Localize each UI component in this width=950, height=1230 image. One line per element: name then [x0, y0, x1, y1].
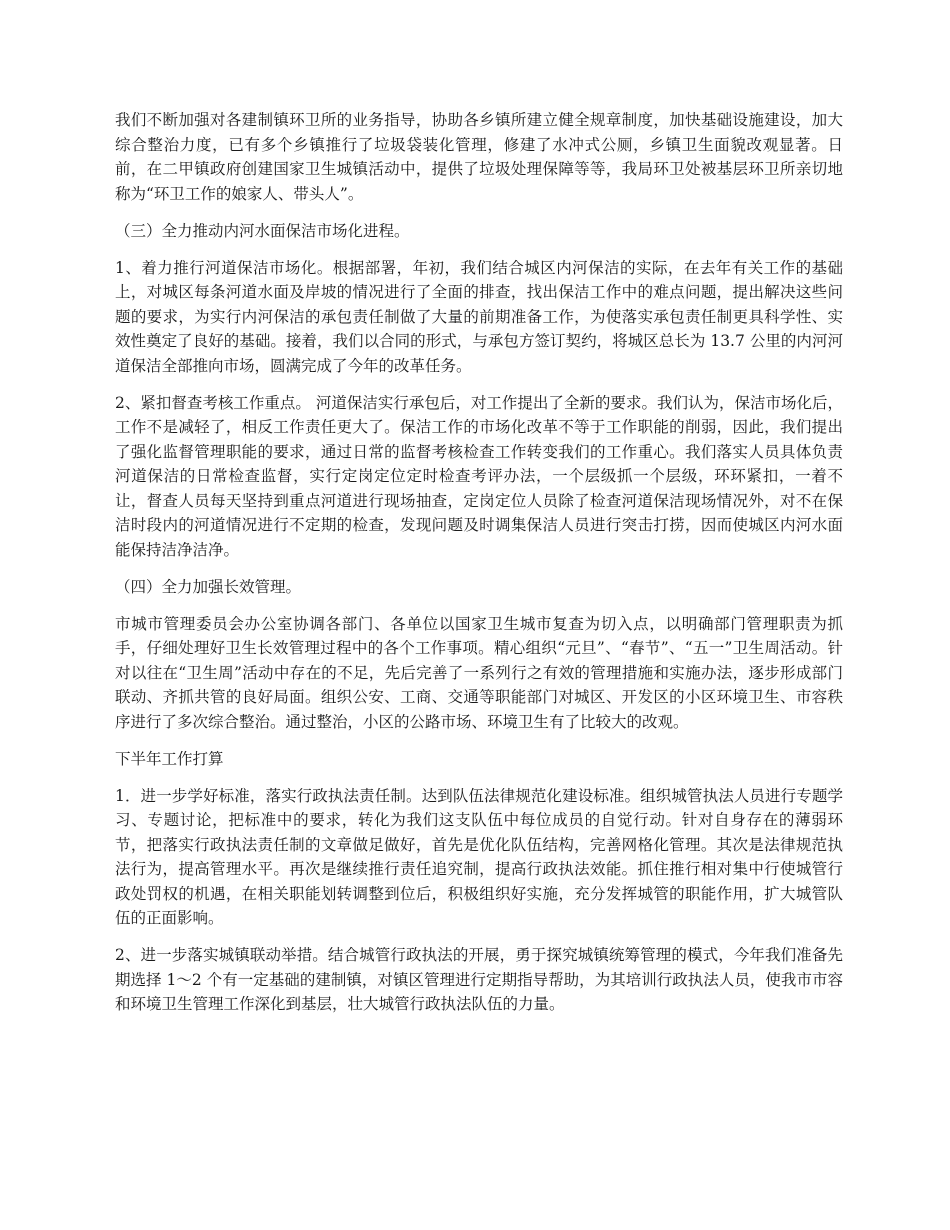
section-heading-4: （四）全力加强长效管理。 [115, 577, 302, 596]
paragraph-sanitation-guidance: 我们不断加强对各建制镇环卫所的业务指导，协助各乡镇所建立健全规章制度，加快基础设施建设，加大综合整治力度，已有多个乡镇推行了垃圾袋装化管理，修建了水冲式公厕，乡镇卫生面貌改观显著。日前，在二甲镇政府创建国家卫生城镇活动中，提供了垃圾处理保障等等，我局环卫处被基层环卫所亲切地称为“环卫工作的娘家人、带头人”。 [115, 111, 843, 203]
paragraph-plan-item-1: 1．进一步学好标准，落实行政执法责任制。达到队伍法律规范化建设标准。组织城管执法人员进行专题学习、专题讨论，把标准中的要求，转化为我们这支队伍中每位成员的自觉行动。针对自身存在的薄弱环节，把落实行政执法责任制的文章做足做好，首先是优化队伍结构，完善网格化管理。其次是法律规范执法行为，提高管理水平。再次是继续推行责任追究制，提高行政执法效能。抓住推行相对集中行使城管行政处罚权的机遇，在相关职能划转调整到位后，积极组织好实施，充分发挥城管的职能作用，扩大城管队伍的正面影响。 [115, 786, 843, 927]
paragraph-river-cleaning-market: 1、着力推行河道保洁市场化。根据部署，年初，我们结合城区内河保洁的实际，在去年有关工作的基础上，对城区每条河道水面及岸坡的情况进行了全面的排查，找出保洁工作中的难点问题，提出解决这些问题的要求，为实行内河保洁的承包责任制做了大量的前期准备工作，为使落实承包责任制更具科学性、实效性奠定了良好的基础。接着，我们以合同的形式，与承包方签订契约，将城区总长为 13.7 公里的内河河道保洁全部推向市场，圆满完成了今年的改革任务。 [115, 258, 843, 375]
paragraph-long-term-management: 市城市管理委员会办公室协调各部门、各单位以国家卫生城市复查为切入点，以明确部门管理职责为抓手，仔细处理好卫生长效管理过程中的各个工作事项。精心组织“元旦”、“春节”、“五一”卫生周活动。针对以往在“卫生周”活动中存在的不足，先后完善了一系列行之有效的管理措施和实施办法，逐步形成部门联动、齐抓共管的良好局面。组织公安、工商、交通等职能部门对城区、开发区的小区环境卫生、市容秩序进行了多次综合整治。通过整治，小区的公路市场、环境卫生有了比较大的改观。 [115, 614, 843, 731]
section-heading-second-half-plan: 下半年工作打算 [115, 749, 224, 768]
paragraph-inspection-assessment: 2、紧扣督查考核工作重点。 河道保洁实行承包后，对工作提出了全新的要求。我们认为，保洁市场化后，工作不是减轻了，相反工作责任更大了。保洁工作的市场化改革不等于工作职能的削弱，因此，我们提出了强化监督管理职能的要求，通过日常的监督考核检查工作转变我们的工作重心。我们落实人员具体负责河道保洁的日常检查监督，实行定岗定位定时检查考评办法，一个层级抓一个层级，环环紧扣，一着不让，督查人员每天坚持到重点河道进行现场抽查，定岗定位人员除了检查河道保洁现场情况外，对不在保洁时段内的河道情况进行不定期的检查，发现问题及时调集保洁人员进行突击打捞，因而使城区内河水面能保持洁净洁净。 [115, 393, 843, 559]
section-heading-3: （三）全力推动内河水面保洁市场化进程。 [115, 221, 410, 240]
paragraph-plan-item-2: 2、进一步落实城镇联动举措。结合城管行政执法的开展，勇于探究城镇统筹管理的模式，今年我们准备先期选择 1～2 个有一定基础的建制镇，对镇区管理进行定期指导帮助，为其培训行政执法人员，使我市市容和环境卫生管理工作深化到基层，壮大城管行政执法队伍的力量。 [115, 946, 843, 1013]
document-body [115, 108, 843, 1029]
